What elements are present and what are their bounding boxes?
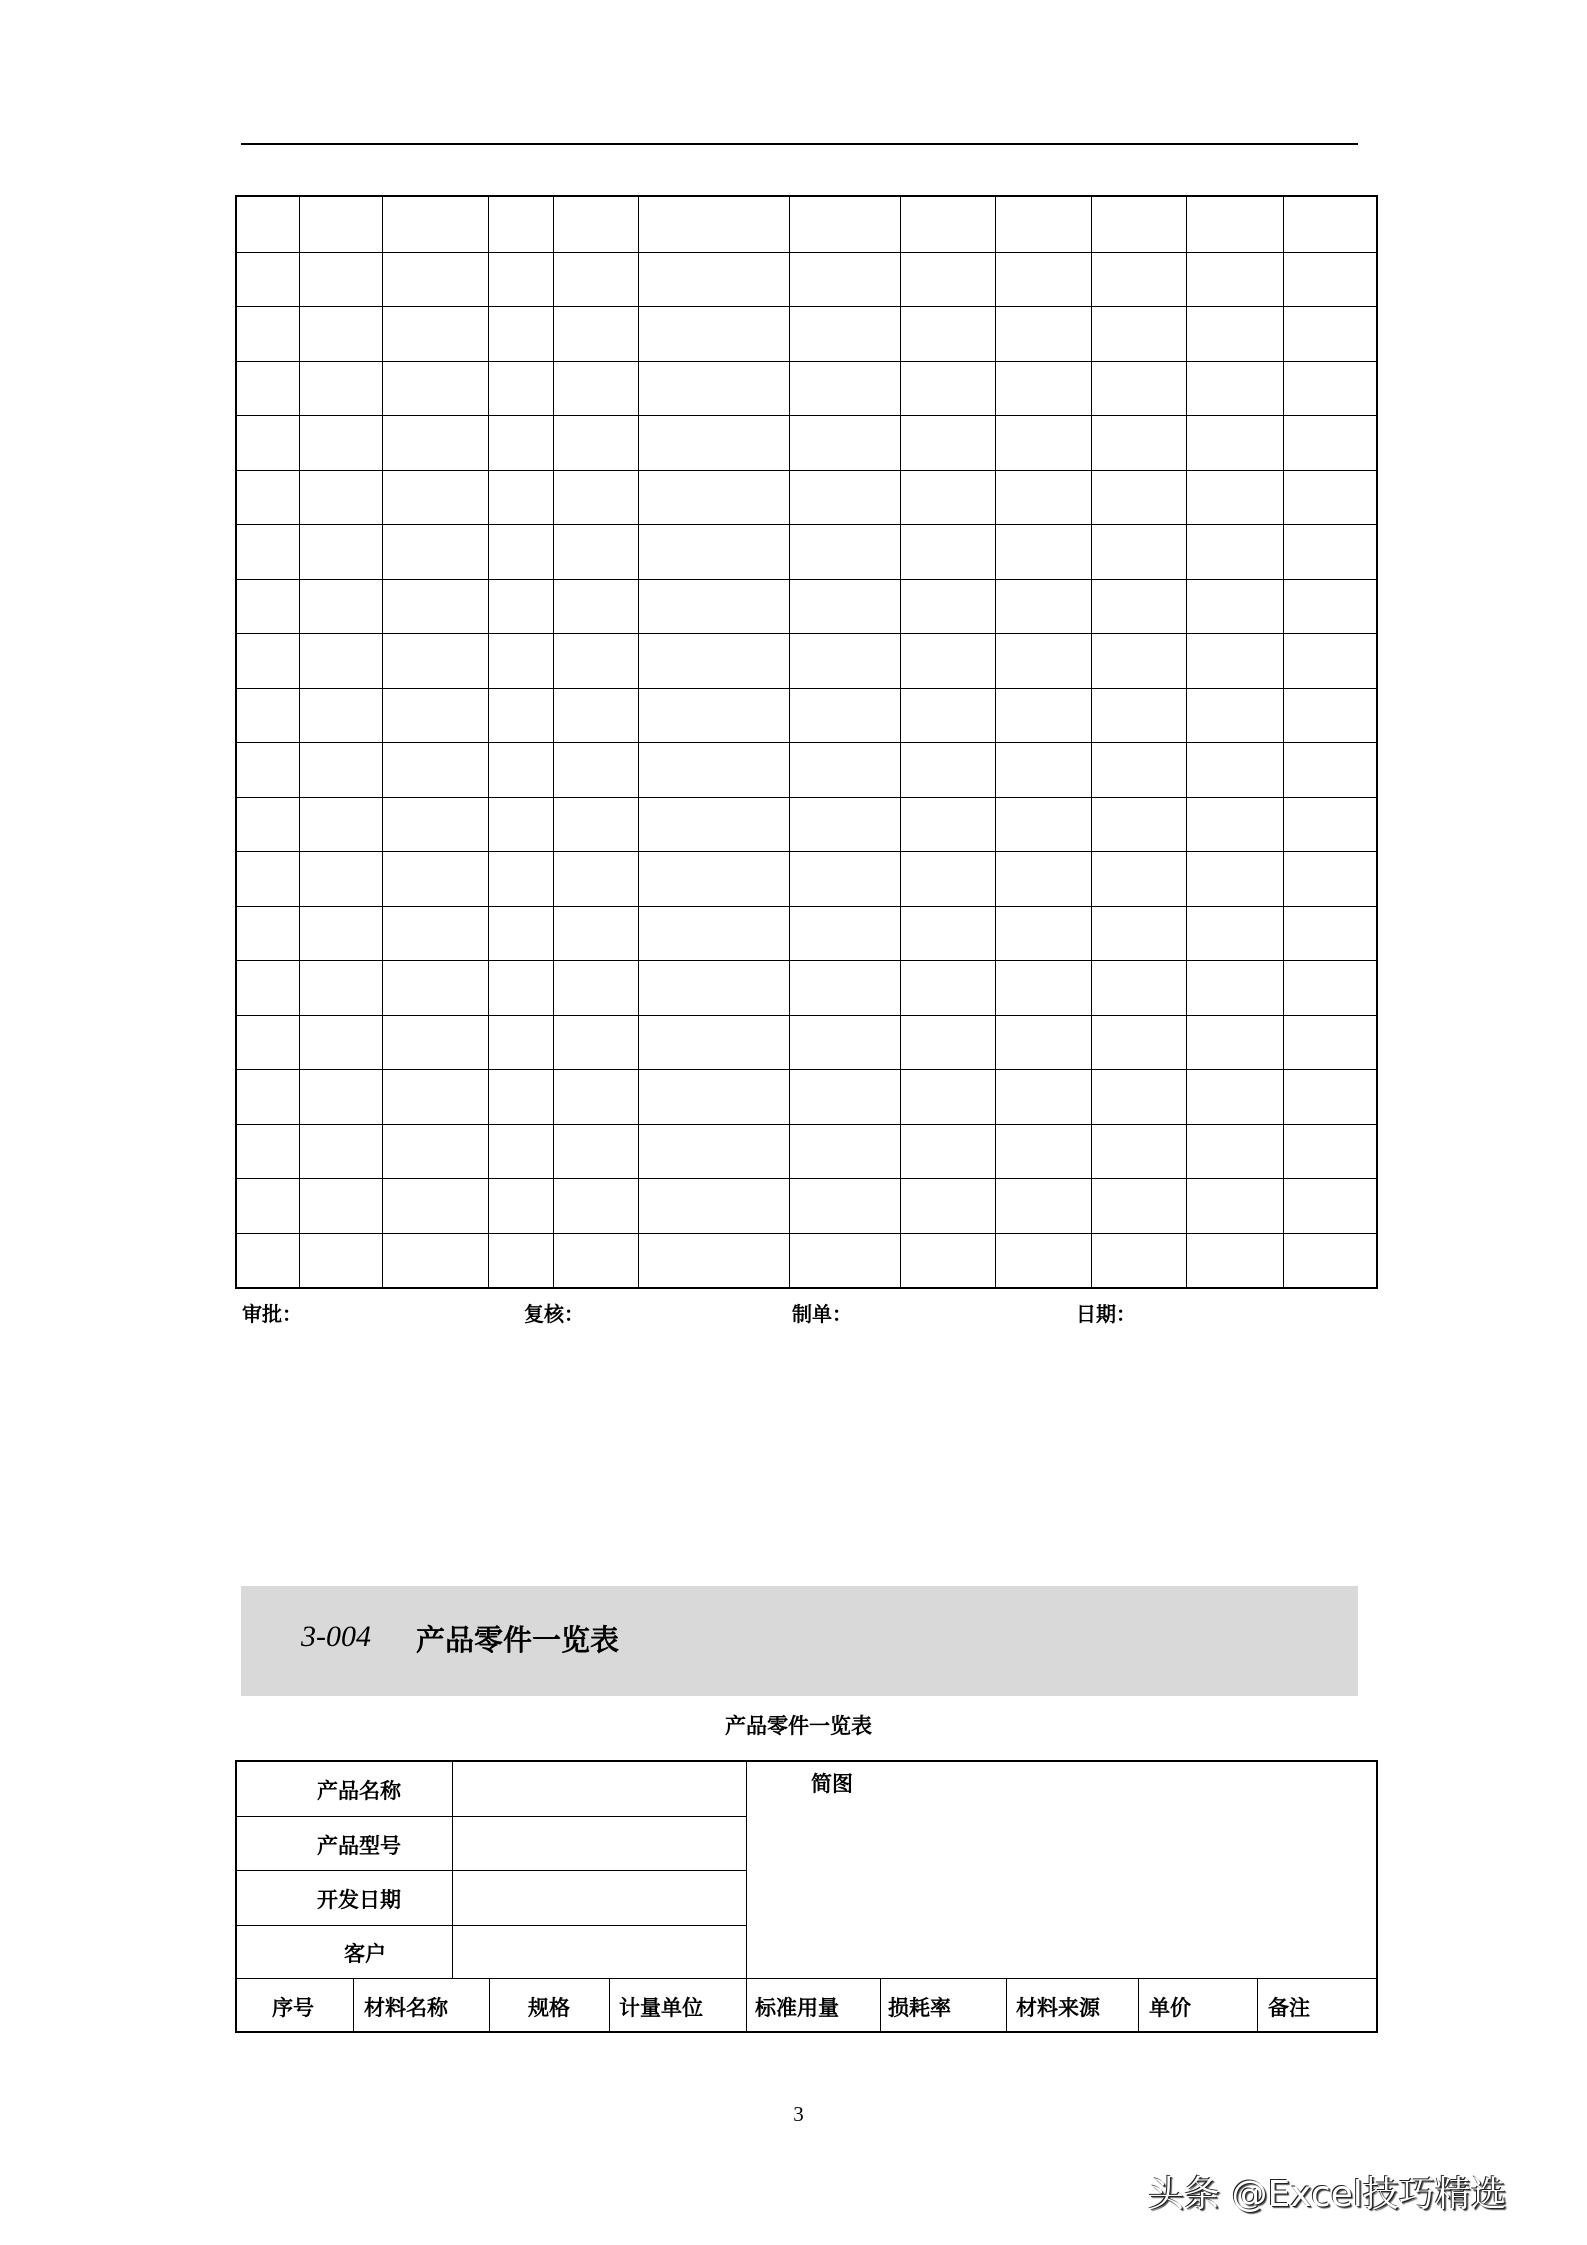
column-header: 材料来源 xyxy=(1016,1996,1100,2020)
column-header: 材料名称 xyxy=(364,1996,448,2020)
form-line xyxy=(609,1978,610,2031)
form-line xyxy=(1138,1978,1139,2031)
form-line xyxy=(237,1870,747,1871)
form-line xyxy=(746,1762,747,2031)
grid-row-line xyxy=(237,252,1376,253)
watermark: 头条 @Excel技巧精选 xyxy=(1148,2174,1507,2215)
grid-row-line xyxy=(237,688,1376,689)
form-line xyxy=(1006,1978,1007,2031)
section-code: 3-004 xyxy=(301,1620,371,1653)
form-line xyxy=(880,1978,881,2031)
form-line xyxy=(237,1925,747,1926)
field-label-product-name: 产品名称 xyxy=(317,1779,401,1803)
form-line xyxy=(489,1978,490,2031)
form-line xyxy=(1257,1978,1258,2031)
grid-row-line xyxy=(237,361,1376,362)
column-header: 标准用量 xyxy=(755,1996,839,2020)
column-header: 单价 xyxy=(1149,1996,1191,2020)
section-title: 产品零件一览表 xyxy=(416,1623,620,1657)
grid-row-line xyxy=(237,415,1376,416)
grid-row-line xyxy=(237,1178,1376,1179)
column-header: 备注 xyxy=(1268,1996,1310,2020)
grid-row-line xyxy=(237,579,1376,580)
form-line xyxy=(452,1762,453,1978)
field-label-customer: 客户 xyxy=(344,1942,386,1966)
section-banner xyxy=(241,1586,1358,1696)
column-header: 序号 xyxy=(272,1996,314,2020)
sketch-label: 简图 xyxy=(811,1772,853,1796)
grid-row-line xyxy=(237,960,1376,961)
column-header: 损耗率 xyxy=(888,1996,951,2020)
grid-row-line xyxy=(237,1069,1376,1070)
form-line xyxy=(237,1816,747,1817)
grid-row-line xyxy=(237,1233,1376,1234)
grid-row-line xyxy=(237,470,1376,471)
grid-row-line xyxy=(237,633,1376,634)
grid-row-line xyxy=(237,742,1376,743)
grid-row-line xyxy=(237,306,1376,307)
form-title: 产品零件一览表 xyxy=(725,1714,872,1738)
form-line xyxy=(353,1978,354,2031)
field-label-dev-date: 开发日期 xyxy=(317,1888,401,1912)
grid-row-line xyxy=(237,1124,1376,1125)
parts-list-form xyxy=(235,1760,1378,2033)
form-line xyxy=(237,1978,1376,1979)
grid-row-line xyxy=(237,524,1376,525)
grid-row-line xyxy=(237,906,1376,907)
grid-row-line xyxy=(237,797,1376,798)
header-rule xyxy=(241,143,1358,145)
page-number: 3 xyxy=(793,2102,804,2126)
column-header: 规格 xyxy=(528,1996,570,2020)
column-header: 计量单位 xyxy=(619,1996,703,2020)
grid-row-line xyxy=(237,1015,1376,1016)
field-label-product-model: 产品型号 xyxy=(317,1834,401,1858)
grid-row-line xyxy=(237,851,1376,852)
signature-approve: 审批： xyxy=(242,1302,302,1326)
signature-review: 复核： xyxy=(524,1302,584,1326)
signature-prepared-by: 制单： xyxy=(792,1302,852,1326)
signature-date: 日期： xyxy=(1076,1302,1136,1326)
blank-table-grid xyxy=(235,195,1378,1289)
